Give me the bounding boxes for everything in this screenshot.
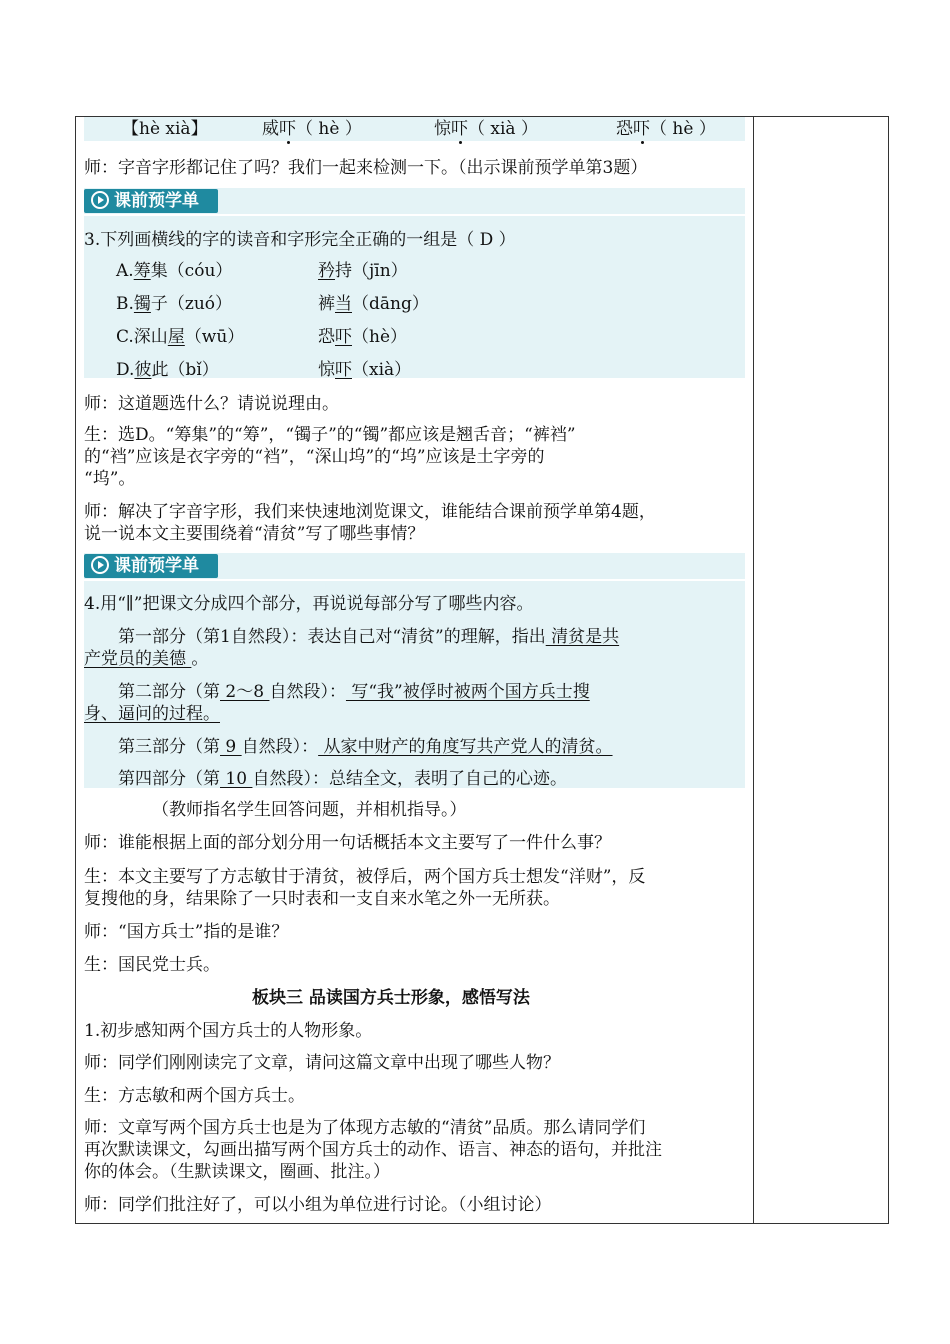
part-2-cont — [84, 703, 220, 725]
pinyin-item-1 — [262, 118, 362, 140]
option-b2 — [318, 293, 429, 315]
pinyin-reading-2: （ xià ） — [468, 119, 538, 139]
text-line: 师：字音字形都记住了吗？我们一起来检测一下。（出示课前预学单第3题） — [84, 158, 648, 178]
option-a-prefix: A. — [116, 261, 134, 281]
section-heading: 板块三 品读国方兵士形象，感悟写法 — [252, 988, 530, 1008]
part-1 — [118, 626, 619, 648]
part-2 — [118, 681, 590, 703]
preview-tag-label: 课前预学单 — [114, 556, 199, 576]
part-2-answer-cont: 身、逼问的过程。 — [84, 704, 220, 724]
text-line: “坞”。 — [84, 469, 136, 489]
part-4 — [118, 768, 567, 790]
option-d — [116, 359, 219, 381]
option-b-prefix: B. — [116, 294, 134, 314]
option-c2-prefix: 恐 — [318, 327, 335, 347]
text-line: 再次默读课文，勾画出描写两个国方兵士的动作、语言、神态的语句，并批注 — [84, 1140, 662, 1160]
part-3 — [118, 736, 613, 758]
option-b2-rest: （dāng） — [352, 294, 429, 314]
option-c-rest: （wū） — [184, 327, 245, 347]
text-line: 生：方志敏和两个国方兵士。 — [84, 1086, 305, 1106]
part-3-mid: 自然段）： — [241, 737, 319, 757]
text-line: 师：同学们刚刚读完了文章，请问这篇文章中出现了哪些人物？ — [84, 1053, 560, 1073]
part-2-range: 2～8 — [220, 682, 270, 702]
part-2-prefix: 第二部分（第 — [118, 682, 220, 702]
option-b2-underlined: 当 — [335, 294, 352, 314]
part-1-cont — [84, 648, 208, 670]
part-1-answer: 清贫是共 — [545, 627, 620, 647]
option-c2 — [318, 326, 407, 348]
table-column-divider — [753, 116, 754, 1224]
text-line: 师：解决了字音字形，我们来快速地浏览课文，谁能结合课前预学单第4题， — [84, 502, 656, 522]
option-a — [116, 260, 232, 282]
option-b — [116, 293, 232, 315]
option-c-underlined: 屋 — [167, 327, 185, 347]
pinyin-item-2 — [434, 118, 538, 140]
pinyin-word-1: 威 — [262, 119, 279, 139]
text-line: 师：文章写两个国方兵士也是为了体现方志敏的“清贫”品质。那么请同学们 — [84, 1118, 646, 1138]
text-line: 说一说本文主要围绕着“清贫”写了哪些事情？ — [84, 524, 425, 544]
play-icon — [91, 191, 109, 209]
text-line: 的“裆”应该是衣字旁的“裆”，“深山坞”的“坞”应该是土字旁的 — [84, 447, 545, 467]
text-line: 1.初步感知两个国方兵士的人物形象。 — [84, 1021, 373, 1041]
question-3: 3.下列画横线的字的读音和字形完全正确的一组是（ D ） — [84, 230, 516, 250]
part-4-prefix: 第四部分（第 — [118, 769, 220, 789]
option-d2 — [318, 359, 411, 381]
part-3-prefix: 第三部分（第 — [118, 737, 220, 757]
option-a2 — [318, 260, 408, 282]
option-d-prefix: D. — [116, 360, 135, 380]
text-line: 师：这道题选什么？请说说理由。 — [84, 394, 339, 414]
part-1-end: 。 — [191, 649, 209, 669]
option-a-underlined: 筹 — [133, 261, 151, 281]
text-line: 生：选D。“筹集”的“筹”，“镯子”的“镯”都应该是翘舌音；“裤裆” — [84, 425, 576, 445]
part-2-mid: 自然段）： — [269, 682, 346, 702]
part-1-text: 第一部分（第1自然段）：表达自己对“清贫”的理解，指出 — [118, 627, 546, 647]
option-d2-prefix: 惊 — [318, 360, 335, 380]
text-line: 师：“国方兵士”指的是谁？ — [84, 922, 289, 942]
preview-tag-label: 课前预学单 — [114, 191, 199, 211]
text-line: 复搜他的身，结果除了一只时表和一支自来水笔之外一无所获。 — [84, 889, 560, 909]
preview-banner — [84, 188, 745, 214]
preview-tag — [84, 554, 218, 578]
option-c2-rest: （hè） — [352, 327, 408, 347]
option-d2-rest: （xià） — [352, 360, 412, 380]
option-b2-prefix: 裤 — [318, 294, 335, 314]
question-4: 4.用“∥”把课文分成四个部分，再说说每部分写了哪些内容。 — [84, 594, 534, 614]
option-c-prefix: C.深山 — [116, 327, 168, 347]
text-line: 生：本文主要写了方志敏甘于清贫，被俘后，两个国方兵士想发“洋财”，反 — [84, 867, 646, 887]
pinyin-char-3: 吓 — [633, 119, 650, 139]
text-line: 师：同学们批注好了，可以小组为单位进行讨论。（小组讨论） — [84, 1195, 552, 1215]
part-1-answer-cont: 产党员的美德 — [84, 649, 192, 669]
pinyin-char-2: 吓 — [451, 119, 468, 139]
text-line: 你的体会。（生默读课文，圈画、批注。） — [84, 1162, 390, 1182]
part-4-text: 自然段）：总结全文，表明了自己的心迹。 — [252, 769, 567, 789]
pinyin-reading-1: （ hè ） — [296, 119, 362, 139]
option-d-rest: 此（bǐ） — [151, 360, 219, 380]
play-icon — [91, 556, 109, 574]
pinyin-reading-3: （ hè ） — [650, 119, 716, 139]
text-line: 师：谁能根据上面的部分划分用一句话概括本文主要写了一件什么事？ — [84, 833, 611, 853]
option-d-underlined: 彼 — [134, 360, 152, 380]
text-line: （教师指名学生回答问题，并相机指导。） — [152, 800, 467, 820]
preview-tag — [84, 189, 218, 213]
option-b-rest: 子（zuó） — [150, 294, 233, 314]
part-3-answer: 从家中财产的角度写共产党人的清贫。 — [318, 737, 613, 757]
text-line: 生：国民党士兵。 — [84, 955, 220, 975]
option-b-underlined: 镯 — [133, 294, 151, 314]
part-3-range: 9 — [220, 737, 242, 757]
option-a2-rest: 持（jīn） — [335, 261, 408, 281]
part-2-answer: 写“我”被俘时被两个国方兵士搜 — [345, 682, 590, 702]
pinyin-char-1: 吓 — [279, 119, 296, 139]
preview-banner — [84, 553, 745, 579]
pinyin-group: 【hè xià】 — [122, 119, 208, 139]
part-4-range: 10 — [220, 769, 253, 789]
pinyin-word-3: 恐 — [616, 119, 633, 139]
pinyin-word-2: 惊 — [434, 119, 451, 139]
option-c2-underlined: 吓 — [335, 327, 352, 347]
option-a2-underlined: 矜 — [318, 261, 335, 281]
pinyin-item-3 — [616, 118, 716, 140]
option-a-rest: 集（cóu） — [150, 261, 233, 281]
option-d2-underlined: 吓 — [335, 360, 352, 380]
option-c — [116, 326, 244, 348]
